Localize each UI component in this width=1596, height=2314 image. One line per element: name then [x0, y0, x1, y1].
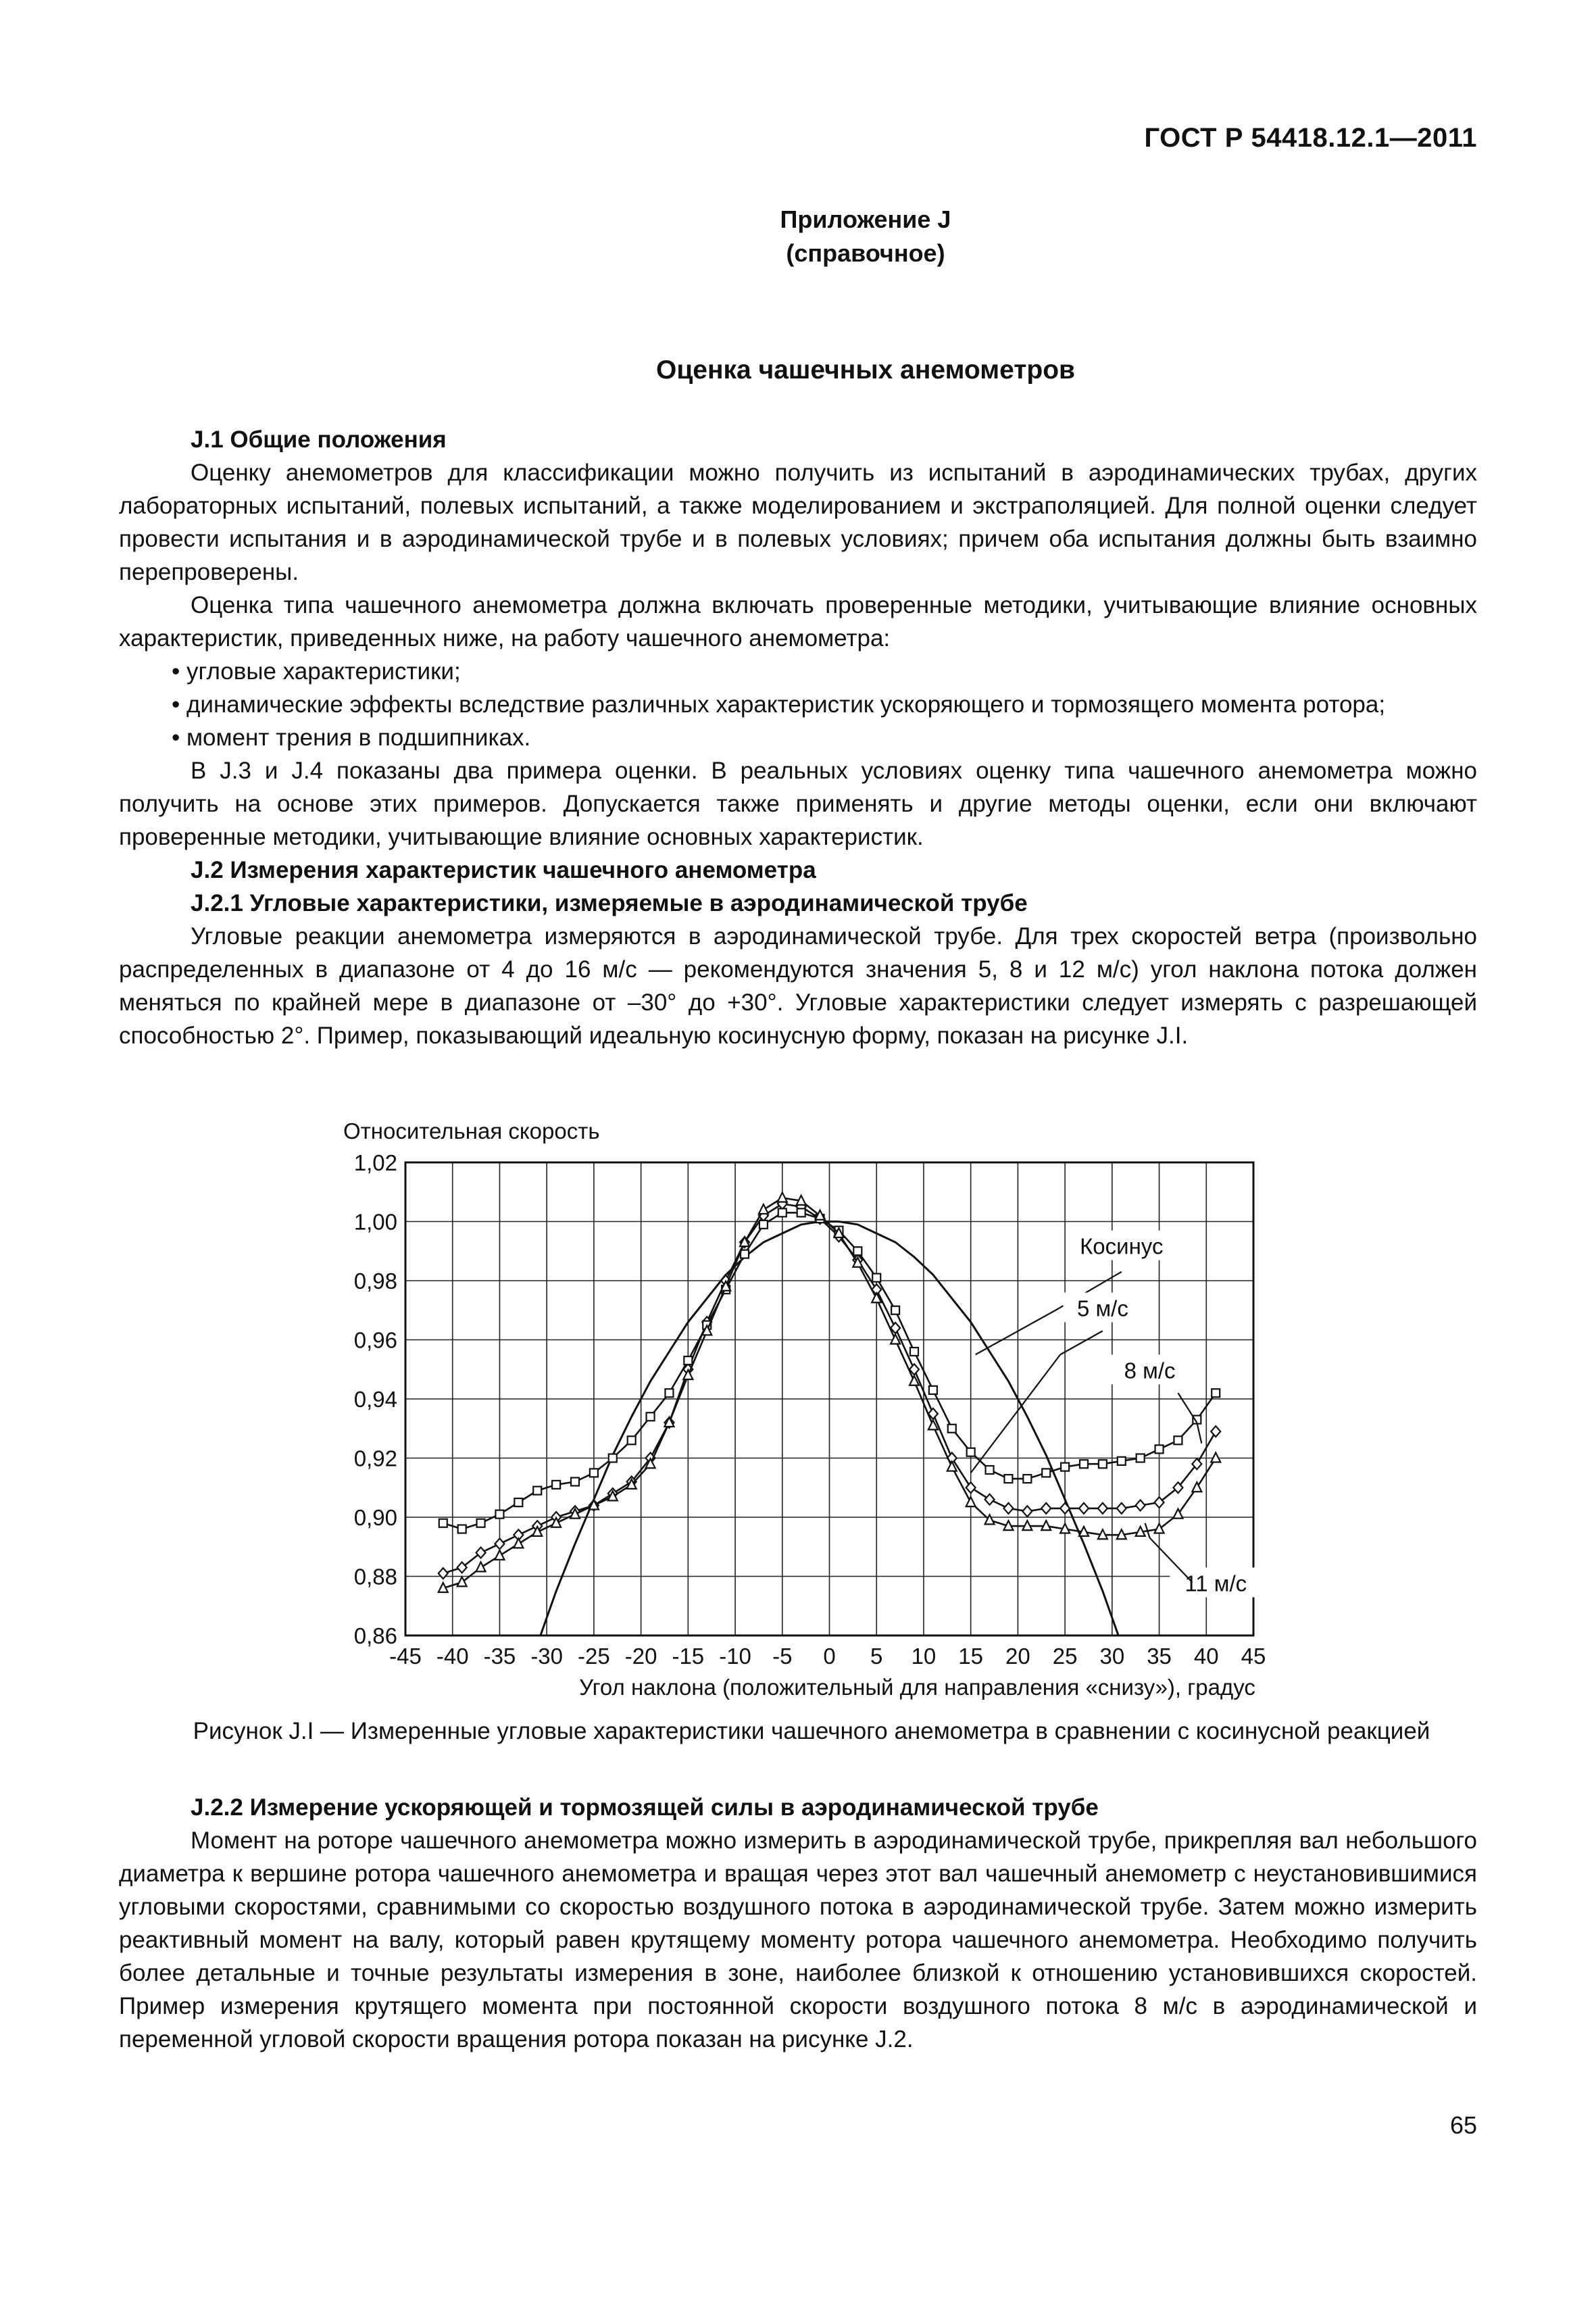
data-point-square: [1155, 1445, 1164, 1453]
x-tick-label: -35: [483, 1644, 516, 1669]
bullet-item: • динамические эффекты вследствие различных характеристик ускоряющего и тормозящего момента ротора;: [172, 691, 1386, 718]
data-point-diamond: [495, 1538, 504, 1549]
data-point-square: [1099, 1460, 1107, 1468]
annotations: [971, 1231, 1262, 1598]
section-j1-paragraph-2: Оценка типа чашечного анемометра должна включать проверенные методики, учитывающие влияние основных характеристик, приведенных ниже, на работу чашечного анемометра:: [119, 592, 1477, 651]
y-tick-label: 1,02: [353, 1150, 397, 1175]
x-tick-label: 30: [1099, 1644, 1125, 1669]
data-point-square: [571, 1478, 579, 1486]
annotation-label: Косинус: [1080, 1233, 1164, 1259]
data-point-triangle: [495, 1550, 504, 1560]
section-j22-heading: J.2.2 Измерение ускоряющей и тормозящей силы в аэродинамической трубе: [191, 1794, 1099, 1821]
data-point-square: [684, 1356, 692, 1364]
y-tick-label: 0,88: [353, 1564, 397, 1590]
x-tick-label: -20: [624, 1644, 657, 1669]
data-point-square: [1023, 1475, 1031, 1483]
section-j22-paragraph: Момент на роторе чашечного анемометра можно измерить в аэродинамической трубе, прикрепляя вал небольшого диаметра к вершине ротора чашечного анемометра и вращая через этот вал чашечный анемометр с неустановившимися угловыми скоростями, сравнимыми со скоростью воздушного потока в аэродинамической трубе. Затем можно измерить реактивный момент на валу, который равен крутящему моменту ротора чашечного анемометра. Необходимо получить более детальные и точные результаты измерения в зоне, наиболее близкой к отношению установившихся скоростей. Пример измерения крутящего момента при постоянной скорости воздушного потока 8 м/с в аэродинамической и переменной угловой скорости вращения ротора показан на рисунке J.2.: [119, 1827, 1477, 2052]
annotation-label: 11 м/с: [1184, 1571, 1247, 1596]
figure-caption: [0, 1718, 1596, 1745]
section-j22: [119, 1791, 1477, 2056]
bullet-item: • момент трения в подшипниках.: [172, 724, 531, 751]
x-tick-label: 0: [823, 1644, 836, 1669]
data-point-diamond: [1211, 1426, 1220, 1437]
y-tick-label: 0,90: [353, 1505, 397, 1530]
annotation-leader: [1060, 1331, 1103, 1354]
data-point-square: [628, 1436, 636, 1444]
data-point-square: [986, 1466, 994, 1474]
data-point-square: [477, 1519, 485, 1527]
data-point-square: [778, 1208, 787, 1216]
data-point-square: [533, 1487, 541, 1495]
document-title-text: Оценка чашечных анемометров: [655, 355, 1075, 385]
standard-code: ГОСТ Р 54418.12.1—2011: [1144, 123, 1477, 153]
data-point-square: [609, 1454, 617, 1462]
data-point-diamond: [1155, 1497, 1164, 1508]
page-number: 65: [1449, 2111, 1477, 2139]
annotation-label: 5 м/с: [1076, 1296, 1128, 1321]
y-tick-label: 1,00: [353, 1209, 397, 1235]
x-tick-label: 5: [870, 1644, 883, 1669]
data-point-triangle: [1211, 1453, 1220, 1462]
data-point-square: [514, 1498, 522, 1506]
section-j1: [119, 423, 1477, 1052]
data-point-diamond: [1079, 1503, 1089, 1514]
data-point-square: [910, 1348, 918, 1356]
x-tick-label: 40: [1193, 1644, 1219, 1669]
data-point-square: [948, 1425, 956, 1433]
y-tick-label: 0,96: [353, 1327, 397, 1353]
x-tick-label: -30: [530, 1644, 564, 1669]
section-j21-heading: J.2.1 Угловые характеристики, измеряемые в аэродинамической трубе: [191, 890, 1028, 916]
y-tick-label: 0,94: [353, 1387, 397, 1412]
x-tick-label: 15: [958, 1644, 984, 1669]
y-tick-label: 0,98: [353, 1269, 397, 1294]
x-tick-label: -5: [772, 1644, 793, 1669]
section-j1-heading: J.1 Общие положения: [191, 426, 447, 453]
data-point-triangle: [476, 1562, 486, 1571]
data-point-square: [759, 1221, 768, 1229]
data-point-square: [1174, 1436, 1182, 1444]
x-tick-label: 35: [1147, 1644, 1172, 1669]
data-point-diamond: [1022, 1506, 1032, 1517]
data-point-square: [1137, 1454, 1145, 1462]
annotation-arrow: [976, 1310, 1056, 1355]
bullet-item: • угловые характеристики;: [172, 658, 461, 685]
data-point-square: [1042, 1469, 1050, 1477]
data-point-diamond: [985, 1494, 995, 1505]
data-point-triangle: [778, 1193, 787, 1202]
data-point-square: [647, 1412, 655, 1421]
data-point-diamond: [1060, 1503, 1070, 1514]
annotation-arrow: [1197, 1423, 1201, 1444]
data-point-square: [853, 1247, 862, 1255]
data-point-triangle: [514, 1538, 523, 1548]
x-tick-label: -40: [436, 1644, 469, 1669]
data-point-square: [741, 1250, 749, 1258]
x-tick-label: -45: [389, 1644, 422, 1669]
data-point-diamond: [439, 1568, 448, 1579]
data-point-square: [590, 1469, 598, 1477]
annotation-label: 8 м/с: [1124, 1358, 1176, 1383]
angular-response-chart: [297, 1108, 1311, 1710]
data-point-triangle: [1155, 1524, 1164, 1533]
x-axis-label: Угол наклона (положительный для направления «снизу»), градус: [579, 1675, 1255, 1700]
x-tick-label: -25: [578, 1644, 610, 1669]
data-point-square: [872, 1274, 880, 1282]
section-j1-paragraph-1: Оценку анемометров для классификации можно получить из испытаний в аэродинамических трубах, других лабораторных испытаний, полевых испытаний, а также моделированием и экстраполяцией. Для полной оценки следует провести испытания и в аэродинамической трубе и в полевых условиях; причем оба испытания должны быть взаимно перепроверены.: [119, 460, 1477, 585]
annex-title: Приложение J: [780, 205, 951, 233]
data-point-square: [967, 1448, 975, 1456]
data-point-square: [458, 1525, 466, 1533]
section-j1-paragraph-3: В J.3 и J.4 показаны два примера оценки. В реальных условиях оценку типа чашечного анемометра можно получить на основе этих примеров. Допускается также применять и другие методы оценки, если они включают проверенные методики, учитывающие влияние основных характеристик.: [119, 758, 1477, 850]
data-point-diamond: [1003, 1503, 1013, 1514]
data-point-diamond: [476, 1548, 486, 1558]
data-point-square: [1004, 1475, 1012, 1483]
data-point-diamond: [1041, 1503, 1051, 1514]
data-point-triangle: [966, 1497, 976, 1506]
data-point-diamond: [457, 1562, 467, 1573]
x-tick-label: 45: [1241, 1644, 1266, 1669]
data-point-square: [1212, 1389, 1220, 1397]
data-point-square: [797, 1208, 805, 1216]
data-point-square: [1080, 1460, 1088, 1468]
data-point-square: [1118, 1457, 1126, 1465]
data-point-square: [929, 1386, 937, 1394]
annex-heading: [0, 203, 1596, 270]
data-point-square: [1061, 1463, 1069, 1471]
y-tick-label: 0,86: [353, 1623, 397, 1648]
section-j21-paragraph: Угловые реакции анемометра измеряются в аэродинамической трубе. Для трех скоростей ветра (произвольно распределенных в диапазоне от 4 до 16 м/с — рекомендуются значения 5, 8 и 12 м/с) угол наклона потока должен меняться по крайней мере в диапазоне от –30° до +30°. Угловые характеристики следует измерять с разрешающей способностью 2°. Пример, показывающий идеальную косинусную форму, показан на рисунке J.I.: [119, 923, 1477, 1049]
data-point-diamond: [1098, 1503, 1107, 1514]
data-point-triangle: [759, 1204, 768, 1214]
y-tick-label: 0,92: [353, 1446, 397, 1471]
x-tick-label: 10: [911, 1644, 937, 1669]
data-point-triangle: [457, 1577, 467, 1586]
document-title: [0, 355, 1596, 385]
figure-caption-text: Рисунок J.I — Измеренные угловые характеристики чашечного анемометра в сравнении с косинусной реакцией: [193, 1718, 1430, 1744]
y-axis-label: Относительная скорость: [343, 1118, 600, 1143]
x-tick-label: -15: [672, 1644, 705, 1669]
section-j2-heading: J.2 Измерения характеристик чашечного анемометра: [191, 857, 816, 883]
data-point-square: [552, 1481, 560, 1489]
data-point-diamond: [1136, 1500, 1145, 1511]
data-point-diamond: [1117, 1503, 1126, 1514]
data-point-square: [439, 1519, 447, 1527]
x-tick-label: 25: [1052, 1644, 1078, 1669]
data-point-square: [665, 1389, 673, 1397]
data-point-square: [891, 1306, 899, 1314]
annotation-leader: [1178, 1393, 1197, 1423]
x-tick-label: -10: [719, 1644, 751, 1669]
data-point-square: [495, 1510, 503, 1519]
x-tick-label: 20: [1005, 1644, 1030, 1669]
annex-status: (справочное): [786, 239, 945, 267]
